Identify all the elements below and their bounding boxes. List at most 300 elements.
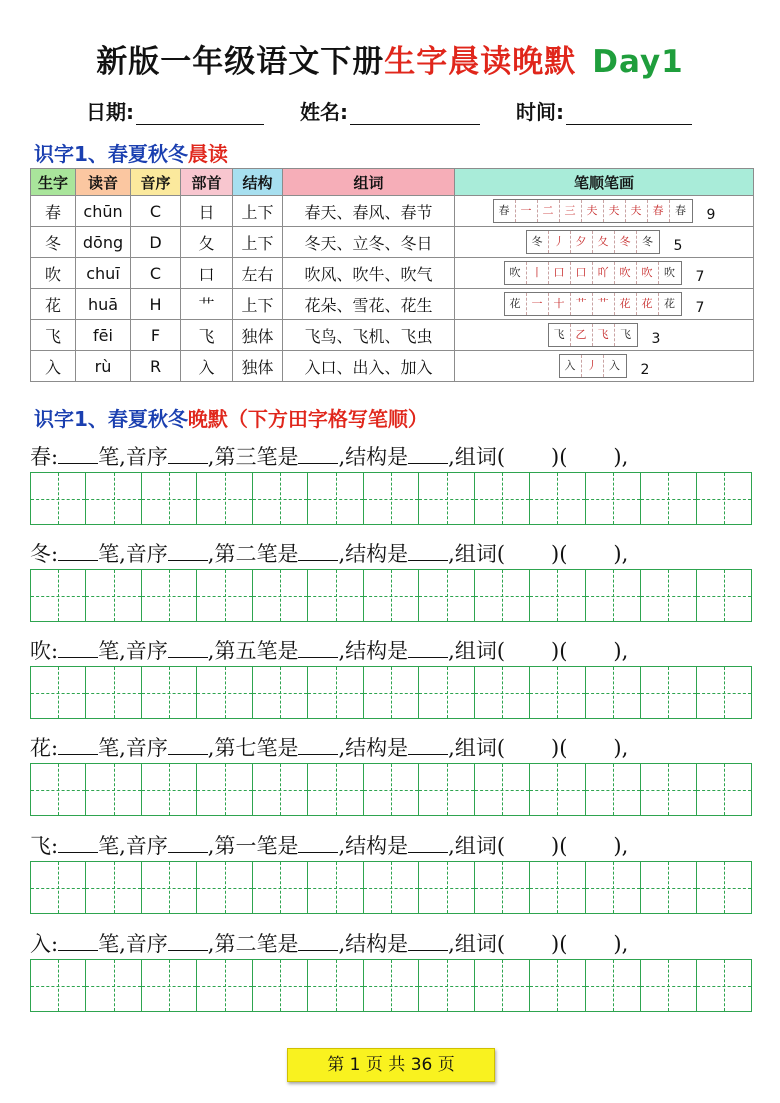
answer-blank[interactable] [168,639,208,658]
tianzige-square[interactable] [31,862,86,913]
section-heading-mode: 晚默（下方田字格写笔顺） [187,407,428,431]
stroke-count-label: 笔, [98,639,126,663]
table-row [31,320,754,351]
stroke-step: 吹 [664,266,676,279]
name-label: 姓名: [300,100,348,124]
question-colon: : [51,639,59,663]
tianzige-square[interactable] [419,764,474,815]
answer-blank[interactable] [298,639,338,658]
paren-end: ), [613,736,629,760]
answer-blank[interactable] [58,542,98,561]
tianzige-square[interactable] [253,570,308,621]
structure-label: 结构是 [345,834,409,858]
comma: , [207,542,215,566]
paren-separator: )( [551,639,568,663]
answer-blank[interactable] [168,834,208,853]
char-cell: 冬 [31,227,76,258]
words-cell: 冬天、立冬、冬日 [283,227,455,258]
tianzige-grid [30,472,752,525]
stroke-count-label: 笔, [98,736,126,760]
comma: , [338,445,346,469]
stroke-step: 花 [615,293,637,315]
tianzige-square[interactable] [197,473,252,524]
tianzige-grid [30,763,752,816]
letter-label: 音序 [125,736,168,760]
section-heading-mode: 晨读 [187,142,228,166]
answer-blank[interactable] [168,445,208,464]
stroke-order-cell [455,196,754,227]
tianzige-square[interactable] [86,764,141,815]
tianzige-square[interactable] [197,570,252,621]
tianzige-square[interactable] [419,862,474,913]
pinyin-cell: huā [76,289,131,320]
pinyin-cell: dōng [76,227,131,258]
paren-separator: )( [551,736,568,760]
tianzige-square[interactable] [308,960,363,1011]
tianzige-square[interactable] [253,960,308,1011]
stroke-order-cell [455,289,754,320]
stroke-step: 冬 [615,231,637,253]
tianzige-square[interactable] [364,862,419,913]
answer-blank[interactable] [168,932,208,951]
question-char: 花 [30,736,51,760]
tianzige-square[interactable] [31,667,86,718]
tianzige-grid [30,861,752,914]
answer-blank[interactable] [298,542,338,561]
stroke-step: 春 [675,204,687,217]
words-cell: 花朵、雪花、花生 [283,289,455,320]
answer-blank[interactable] [58,639,98,658]
comma: , [338,639,346,663]
letter-label: 音序 [125,834,168,858]
tianzige-square[interactable] [586,667,641,718]
words-cell: 吹风、吹牛、吹气 [283,258,455,289]
tianzige-square[interactable] [308,862,363,913]
question-line [30,635,770,665]
letter-cell: C [131,258,181,289]
date-blank[interactable] [136,102,264,125]
comma: , [338,736,346,760]
letter-cell: H [131,289,181,320]
question-line [30,830,770,860]
stroke-step: 三 [560,200,582,222]
words-label: 组词( [454,639,506,663]
stroke-order-strip [548,323,638,347]
stroke-order-cell [455,258,754,289]
page-title [0,36,780,81]
tianzige-square[interactable] [697,667,751,718]
tianzige-grid [30,959,752,1012]
paren-separator: )( [551,542,568,566]
tianzige-square[interactable] [142,960,197,1011]
title-grade: 新版一年级语文下册 [96,44,385,80]
comma: , [448,736,455,760]
paren-separator: )( [551,932,568,956]
stroke-count-label: 笔, [98,445,126,469]
tianzige-square[interactable] [530,570,585,621]
comma: , [448,639,455,663]
stroke-step: 丿 [549,231,571,253]
paren-end: ), [613,639,629,663]
tianzige-square[interactable] [697,960,751,1011]
answer-blank[interactable] [298,736,338,755]
header-char: 生字 [31,169,76,196]
pinyin-cell: chūn [76,196,131,227]
structure-label: 结构是 [345,542,409,566]
answer-blank[interactable] [408,932,448,951]
section-heading-lesson: 识字1、春夏秋冬 [34,407,188,431]
words-label: 组词( [454,834,506,858]
question-line [30,732,770,762]
words-cell: 飞鸟、飞机、飞虫 [283,320,455,351]
stroke-order-strip [504,292,682,316]
tianzige-square[interactable] [586,473,641,524]
tianzige-square[interactable] [697,570,751,621]
letter-cell: R [131,351,181,382]
tianzige-square[interactable] [364,764,419,815]
question-char: 吹 [30,639,51,663]
stroke-step: 丿 [582,355,604,377]
tianzige-square[interactable] [475,570,530,621]
nth-stroke-label: 第五笔是 [214,639,299,663]
tianzige-square[interactable] [641,570,696,621]
stroke-step: 夫 [582,200,604,222]
tianzige-square[interactable] [197,667,252,718]
stroke-step: 吹 [505,262,527,284]
tianzige-square[interactable] [586,862,641,913]
answer-blank[interactable] [58,834,98,853]
question-colon: : [51,834,59,858]
tianzige-square[interactable] [530,667,585,718]
tianzige-square[interactable] [142,862,197,913]
question-line [30,441,770,471]
question-char: 冬 [30,542,51,566]
stroke-order-cell [455,320,754,351]
tianzige-square[interactable] [364,473,419,524]
tianzige-square[interactable] [530,862,585,913]
date-label: 日期: [86,100,134,124]
structure-label: 结构是 [345,932,409,956]
structure-cell: 左右 [233,258,283,289]
tianzige-square[interactable] [641,862,696,913]
question-colon: : [51,542,59,566]
radical-cell: 入 [181,351,233,382]
pinyin-cell: fēi [76,320,131,351]
tianzige-square[interactable] [86,473,141,524]
comma: , [448,932,455,956]
nth-stroke-label: 第三笔是 [214,445,299,469]
letter-cell: C [131,196,181,227]
paren-end: ), [613,542,629,566]
char-cell: 花 [31,289,76,320]
stroke-step: 春 [494,200,516,222]
tianzige-square[interactable] [364,667,419,718]
tianzige-square[interactable] [697,473,751,524]
structure-cell: 独体 [233,320,283,351]
char-cell: 春 [31,196,76,227]
tianzige-square[interactable] [31,960,86,1011]
letter-cell: D [131,227,181,258]
stroke-count: 3 [651,331,661,347]
pinyin-cell: chuī [76,258,131,289]
tianzige-square[interactable] [530,473,585,524]
comma: , [207,639,215,663]
header-words: 组词 [283,169,455,196]
stroke-step: 花 [664,297,676,310]
words-cell: 入口、出入、加入 [283,351,455,382]
tianzige-square[interactable] [530,764,585,815]
table-row [31,289,754,320]
stroke-count-label: 笔, [98,542,126,566]
header-letter: 音序 [131,169,181,196]
tianzige-square[interactable] [86,667,141,718]
tianzige-square[interactable] [530,960,585,1011]
stroke-count: 7 [695,269,705,285]
tianzige-square[interactable] [31,764,86,815]
header-structure: 结构 [233,169,283,196]
stroke-step: 春 [648,200,670,222]
structure-label: 结构是 [345,736,409,760]
stroke-step: 入 [609,359,621,372]
structure-label: 结构是 [345,639,409,663]
tianzige-square[interactable] [142,764,197,815]
answer-blank[interactable] [408,834,448,853]
stroke-step: 艹 [571,293,593,315]
answer-blank[interactable] [58,932,98,951]
tianzige-square[interactable] [641,473,696,524]
words-label: 组词( [454,542,506,566]
letter-label: 音序 [125,445,168,469]
stroke-step: 花 [505,293,527,315]
stroke-step: 艹 [593,293,615,315]
stroke-step: 飞 [549,324,571,346]
radical-cell: 夂 [181,227,233,258]
answer-blank[interactable] [168,542,208,561]
tianzige-square[interactable] [86,960,141,1011]
answer-blank[interactable] [168,736,208,755]
page-number-badge: 第 1 页 共 36 页 [287,1048,495,1082]
tianzige-square[interactable] [475,960,530,1011]
answer-blank[interactable] [408,542,448,561]
nth-stroke-label: 第一笔是 [214,834,299,858]
stroke-step: 吹 [637,262,659,284]
paren-end: ), [613,834,629,858]
tianzige-square[interactable] [142,473,197,524]
comma: , [448,834,455,858]
question-char: 入 [30,932,51,956]
title-activity: 生字晨读晚默 [384,44,577,80]
answer-blank[interactable] [408,445,448,464]
tianzige-square[interactable] [308,764,363,815]
question-colon: : [51,736,59,760]
tianzige-square[interactable] [253,473,308,524]
tianzige-square[interactable] [475,473,530,524]
stroke-step: 一 [527,293,549,315]
stroke-count-label: 笔, [98,932,126,956]
stroke-step: 飞 [593,324,615,346]
stroke-step: 乙 [571,324,593,346]
time-label: 时间: [516,100,564,124]
stroke-count: 5 [673,238,683,254]
tianzige-square[interactable] [419,570,474,621]
stroke-step: 夕 [571,231,593,253]
comma: , [207,445,215,469]
comma: , [448,542,455,566]
table-row [31,351,754,382]
stroke-order-strip [526,230,660,254]
nth-stroke-label: 第七笔是 [214,736,299,760]
tianzige-square[interactable] [308,667,363,718]
letter-label: 音序 [125,639,168,663]
tianzige-square[interactable] [697,764,751,815]
stroke-step: 冬 [527,231,549,253]
time-field[interactable] [516,96,692,125]
structure-cell: 独体 [233,351,283,382]
tianzige-square[interactable] [697,862,751,913]
stroke-order-strip [493,199,693,223]
time-blank[interactable] [566,102,692,125]
tianzige-square[interactable] [253,667,308,718]
name-field[interactable] [300,96,480,125]
stroke-step: 二 [538,200,560,222]
structure-label: 结构是 [345,445,409,469]
comma: , [338,932,346,956]
answer-blank[interactable] [408,736,448,755]
tianzige-square[interactable] [142,570,197,621]
tianzige-square[interactable] [364,960,419,1011]
stroke-step: 冬 [642,235,654,248]
table-header-row [31,169,754,196]
stroke-count-label: 笔, [98,834,126,858]
tianzige-square[interactable] [308,570,363,621]
stroke-step: 夂 [593,231,615,253]
char-cell: 飞 [31,320,76,351]
tianzige-grid [30,569,752,622]
stroke-step: 入 [560,355,582,377]
tianzige-square[interactable] [475,667,530,718]
tianzige-square[interactable] [197,764,252,815]
answer-blank[interactable] [298,932,338,951]
letter-label: 音序 [125,542,168,566]
stroke-step: 一 [516,200,538,222]
tianzige-square[interactable] [142,667,197,718]
words-cell: 春天、春风、春节 [283,196,455,227]
tianzige-square[interactable] [253,764,308,815]
comma: , [207,834,215,858]
tianzige-square[interactable] [308,473,363,524]
stroke-step: 十 [549,293,571,315]
radical-cell: 口 [181,258,233,289]
structure-cell: 上下 [233,196,283,227]
header-strokes: 笔顺笔画 [455,169,754,196]
tianzige-grid [30,666,752,719]
letter-label: 音序 [125,932,168,956]
answer-blank[interactable] [58,445,98,464]
tianzige-square[interactable] [419,960,474,1011]
radical-cell: 艹 [181,289,233,320]
tianzige-square[interactable] [419,667,474,718]
comma: , [448,445,455,469]
tianzige-square[interactable] [364,570,419,621]
stroke-count: 9 [706,207,716,223]
char-cell: 吹 [31,258,76,289]
title-day: Day1 [592,44,684,80]
stroke-step: 夫 [604,200,626,222]
header-fields [86,96,726,126]
section-heading-lesson: 识字1、春夏秋冬 [34,142,188,166]
words-label: 组词( [454,445,506,469]
tianzige-square[interactable] [641,764,696,815]
comma: , [338,542,346,566]
stroke-step: 吖 [593,262,615,284]
nth-stroke-label: 第二笔是 [214,932,299,956]
character-table [30,168,754,382]
name-blank[interactable] [350,102,480,125]
header-radical: 部首 [181,169,233,196]
paren-end: ), [613,932,629,956]
tianzige-square[interactable] [86,862,141,913]
question-char: 春 [30,445,51,469]
table-row [31,196,754,227]
tianzige-square[interactable] [586,960,641,1011]
answer-blank[interactable] [408,639,448,658]
comma: , [207,736,215,760]
stroke-count: 7 [695,300,705,316]
tianzige-square[interactable] [586,764,641,815]
tianzige-square[interactable] [586,570,641,621]
answer-blank[interactable] [298,834,338,853]
tianzige-square[interactable] [253,862,308,913]
answer-blank[interactable] [298,445,338,464]
tianzige-square[interactable] [641,667,696,718]
question-colon: : [51,445,59,469]
tianzige-square[interactable] [31,473,86,524]
stroke-order-strip [504,261,682,285]
tianzige-square[interactable] [475,764,530,815]
tianzige-square[interactable] [86,570,141,621]
section-heading-reading [34,138,228,167]
structure-cell: 上下 [233,289,283,320]
words-label: 组词( [454,932,506,956]
stroke-order-cell [455,351,754,382]
paren-separator: )( [551,834,568,858]
radical-cell: 飞 [181,320,233,351]
tianzige-square[interactable] [197,862,252,913]
section-heading-dictation [34,403,428,432]
char-cell: 入 [31,351,76,382]
date-field[interactable] [86,96,264,125]
header-pinyin: 读音 [76,169,131,196]
table-row [31,258,754,289]
comma: , [338,834,346,858]
tianzige-square[interactable] [419,473,474,524]
question-char: 飞 [30,834,51,858]
tianzige-square[interactable] [475,862,530,913]
stroke-order-strip [559,354,627,378]
question-colon: : [51,932,59,956]
stroke-order-cell [455,227,754,258]
tianzige-square[interactable] [197,960,252,1011]
tianzige-square[interactable] [31,570,86,621]
stroke-step: 口 [571,262,593,284]
answer-blank[interactable] [58,736,98,755]
radical-cell: 日 [181,196,233,227]
question-line [30,538,770,568]
structure-cell: 上下 [233,227,283,258]
stroke-step: 夫 [626,200,648,222]
question-line [30,928,770,958]
tianzige-square[interactable] [641,960,696,1011]
